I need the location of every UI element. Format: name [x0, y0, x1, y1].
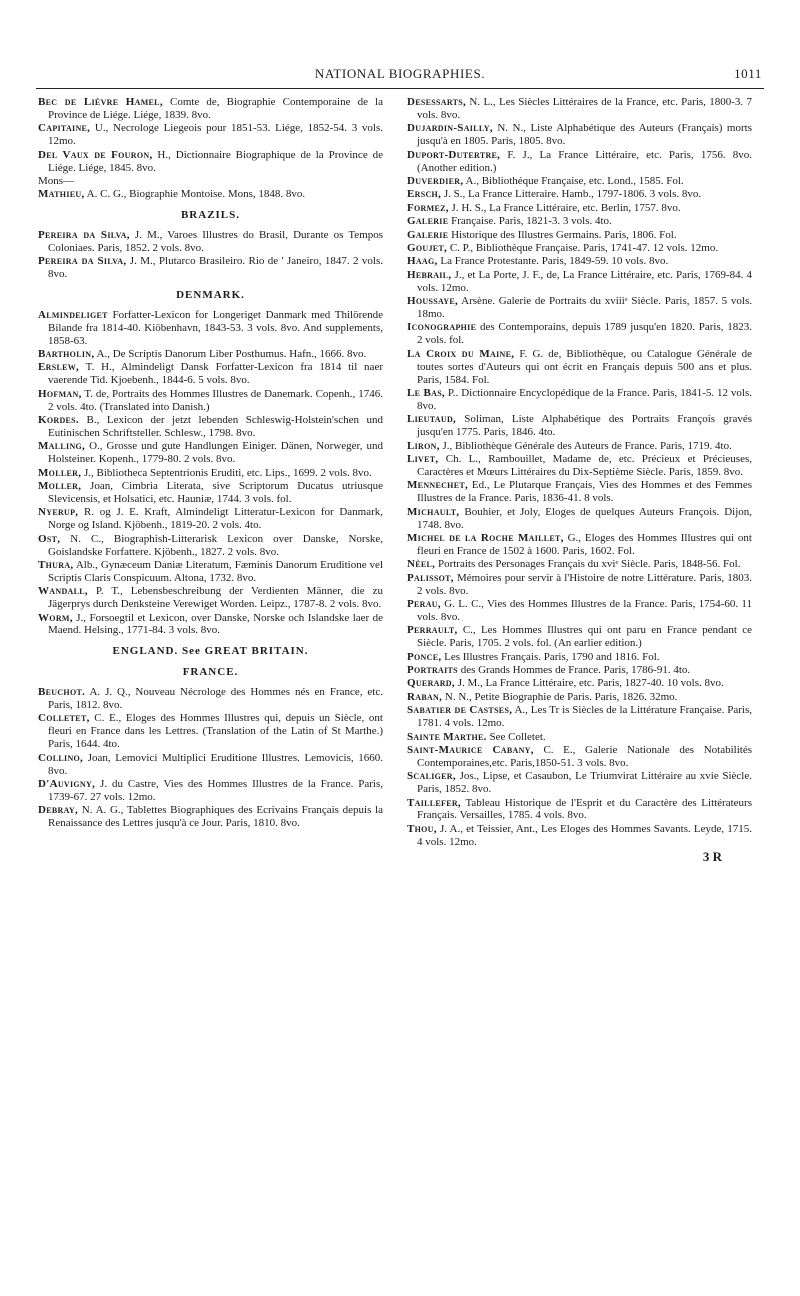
entry-text: Alb., Gynæceum Daniæ Literatum, Fæminis Danorum Eruditione vel Scriptis Claris Conspicuum. Altona, 1732. 8vo.: [48, 558, 383, 584]
entry-text: J. H. S., La France Littéraire, etc. Berlin, 1757. 8vo.: [448, 201, 681, 214]
entry-author: Erslew,: [38, 361, 80, 374]
entry-author: Malling,: [38, 440, 86, 453]
entry-author: Iconographie: [407, 321, 477, 334]
bibliography-entry: [407, 479, 752, 505]
entry-author: Lieutaud,: [407, 413, 457, 426]
entry-author: Perau,: [407, 597, 441, 610]
entry-text: B., Lexicon der jetzt lebenden Schleswig-Holstein'schen und Eutinischen Schriftsteller. Schlesw., 1798. 8vo.: [48, 413, 383, 439]
entry-text: C. E., Galerie Nationale des Notabilités Contemporaines,etc. Paris,1850-51. 3 vols. 8vo.: [417, 743, 752, 769]
bibliography-entry: [38, 309, 383, 348]
entry-author: Houssaye,: [407, 295, 459, 308]
entry-text: Historique des Illustres Germains. Paris, 1806. Fol.: [448, 228, 677, 241]
bibliography-entry: [38, 122, 383, 148]
entry-author: Palissot,: [407, 571, 454, 584]
bibliography-entry: [38, 533, 383, 559]
entry-author: Dujardin-Sailly,: [407, 122, 493, 135]
bibliography-entry: [407, 202, 752, 215]
bibliography-entry: [407, 229, 752, 242]
entry-text: J. M., La France Littéraire, etc. Paris, 1827-40. 10 vols. 8vo.: [454, 677, 724, 690]
bibliography-entry: [407, 387, 752, 413]
bibliography-entry: [38, 559, 383, 585]
entry-author: Perrault,: [407, 624, 458, 637]
right-column-entries: [407, 96, 752, 849]
entry-author: Ersch,: [407, 188, 442, 201]
entry-text: G. L. C., Vies des Hommes Illustres de la France. Paris, 1754-60. 11 vols. 8vo.: [417, 597, 752, 623]
entry-text: J., Forsoegtil et Lexicon, over Danske, Norske och Islandske laer de Maend. Helsing., 1771-84. 3 vols. 8vo.: [48, 611, 383, 637]
entry-author: Almindeliget: [38, 308, 108, 321]
entry-text: G., Eloges des Hommes Illustres qui ont fleuri en France de 1502 à 1600. Paris, 1602. Fol.: [417, 531, 752, 557]
bibliography-entry: [407, 664, 752, 677]
bibliography-entry: [407, 691, 752, 704]
entry-text: Tableau Historique de l'Esprit et du Caractère des Littérateurs Français. Versailles, 1785. 4 vols. 8vo.: [417, 796, 752, 822]
entry-text: N. N., Liste Alphabétique des Auteurs (Français) morts jusqu'à en 1805. Paris, 1805. 8vo.: [417, 122, 752, 148]
entry-text: A., De Scriptis Danorum Liber Posthumus. Hafn., 1666. 8vo.: [94, 347, 367, 360]
entry-author: Collino,: [38, 751, 84, 764]
entry-text: C., Les Hommes Illustres qui ont paru en France pendant ce Siècle. Paris, 1705. 2 vols. fol. (An earlier edition.): [417, 624, 752, 650]
entry-author: Querard,: [407, 677, 455, 690]
entry-text: C. P., Bibliothèque Française. Paris, 1741-47. 12 vols. 12mo.: [447, 241, 719, 254]
entry-text: A. C. G., Biographie Montoise. Mons, 1848. 8vo.: [84, 187, 306, 200]
bibliography-entry: [407, 677, 752, 690]
bibliography-entry: [38, 361, 383, 387]
bibliography-entry: [407, 215, 752, 228]
entry-text: T. de, Portraits des Hommes Illustres de Danemark. Copenh., 1746. 2 vols. 4to. (Translated into Danish.): [48, 387, 383, 413]
entry-author: Hebrail,: [407, 268, 452, 281]
entry-author: Thou,: [407, 822, 437, 835]
entry-text: C. E., Eloges des Hommes Illustres qui, depuis un Siècle, ont fleuri en France dans les Lettres. (Translation of the Latin of St Marthe.) Paris, 1644. 4to.: [48, 712, 383, 751]
bibliography-entry: [407, 532, 752, 558]
bibliography-entry: [407, 413, 752, 439]
entry-author: Portraits: [407, 663, 458, 676]
bibliography-entry: [407, 797, 752, 823]
bibliography-entry: [407, 744, 752, 770]
subsection-label: Mons—: [38, 174, 75, 187]
entry-author: Nyerup,: [38, 506, 79, 519]
bibliography-entry: [38, 149, 383, 175]
bibliography-entry: [38, 804, 383, 830]
signature-mark: 3 R: [702, 848, 722, 864]
entry-author: Del Vaux de Fouron,: [38, 148, 153, 161]
bibliography-entry: [407, 572, 752, 598]
entry-author: Pereira da Silva,: [38, 228, 130, 241]
page-number: 1011: [734, 66, 762, 81]
entry-author: Capitaine,: [38, 122, 91, 135]
bibliography-entry: [407, 295, 752, 321]
entry-text: des Contemporains, depuis 1789 jusqu'en 1820. Paris, 1823. 2 vols. fol.: [417, 321, 752, 347]
entry-author: Moller,: [38, 466, 82, 479]
entry-text: La France Protestante. Paris, 1849-59. 10 vols. 8vo.: [437, 255, 669, 268]
entry-text: N. N., Petite Biographie de Paris. Paris, 1826. 32mo.: [442, 690, 678, 703]
entry-author: Desessarts,: [407, 96, 467, 108]
entry-text: F. J., La France Littéraire, etc. Paris, 1756. 8vo. (Another edition.): [417, 148, 752, 174]
bibliography-entry: [38, 255, 383, 281]
entry-text: J. du Castre, Vies des Hommes Illustres de la France. Paris, 1739-67. 27 vols. 12mo.: [48, 778, 383, 803]
bibliography-entry: [407, 770, 752, 796]
entry-author: Formez,: [407, 201, 449, 214]
bibliography-entry: [407, 598, 752, 624]
bibliography-entry: [38, 712, 383, 751]
entry-text: A., Les Tr is Siècles de la Littérature Française. Paris, 1781. 4 vols. 12mo.: [417, 704, 752, 730]
entry-author: Ponce,: [407, 650, 442, 663]
bibliography-entry: [407, 149, 752, 175]
entry-author: Haag,: [407, 255, 438, 268]
bibliography-entry: [407, 255, 752, 268]
entry-author: Nèel,: [407, 558, 436, 571]
entry-text: Française. Paris, 1821-3. 3 vols. 4to.: [448, 215, 612, 228]
entry-text: J. S., La France Litteraire. Hamb., 1797-1806. 3 vols. 8vo.: [441, 188, 702, 201]
entry-text: P.. Dictionnaire Encyclopédique de la France. Paris, 1841-5. 12 vols. 8vo.: [417, 386, 752, 412]
entry-author: Pereira da Silva,: [38, 254, 127, 267]
bibliography-entry: [38, 752, 383, 778]
page-header: [36, 66, 764, 86]
entry-text: Ch. L., Rambouillet, Madame de, etc. Précieux et Précieuses, Caractères et Mœurs Littéraires du Dix-Septième Siècle. Paris, 1859. 8vo.: [417, 452, 752, 478]
entry-text: N. A. G., Tablettes Biographiques des Ecrivains Français depuis la Renaissance des Lettres jusqu'à ce Jour. Paris, 1810. 8vo.: [48, 804, 383, 830]
right-column: [407, 96, 752, 864]
entry-author: Wandall,: [38, 585, 88, 598]
running-title: NATIONAL BIOGRAPHIES.: [314, 66, 486, 81]
entry-text: Joan, Cimbria Literata, sive Scriptorum Ducatus utriusque Slevicensis, et Holsatici, etc. Hauniæ, 1744. 3 vols. fol.: [48, 479, 383, 505]
bibliography-entry: [38, 414, 383, 440]
bibliography-entry: [407, 731, 752, 744]
bibliography-entry: [407, 269, 752, 295]
entry-author: D'Auvigny,: [38, 778, 96, 790]
entry-author: Le Bas,: [407, 386, 445, 399]
entry-text: Mémoires pour servir à l'Histoire de notre Littérature. Paris, 1803. 2 vols. 8vo.: [417, 571, 752, 597]
entry-author: Colletet,: [38, 712, 90, 725]
bibliography-entry: [38, 467, 383, 480]
entry-text: N. C., Biographish-Litterarisk Lexicon over Danske, Norske, Goislandske Forfattere. Kjöbenh., 1827. 2 vols. 8vo.: [48, 532, 383, 558]
entry-text: R. og J. E. Kraft, Almindeligt Litteratur-Lexicon for Danmark, Norge og Island. Kjöbenh., 1819-20. 2 vols. 4to.: [48, 506, 383, 532]
entry-author: Ost,: [38, 532, 61, 545]
entry-text: J. M., Plutarco Brasileiro. Rio de ' Janeiro, 1847. 2 vols. 8vo.: [48, 254, 383, 280]
entry-text: des Grands Hommes de France. Paris, 1786-91. 4to.: [457, 663, 691, 676]
entry-text: Portraits des Personages Français du xviᵉ Siècle. Paris, 1848-56. Fol.: [435, 558, 741, 571]
entry-author: Livet,: [407, 452, 439, 465]
bibliography-entry: [407, 175, 752, 188]
entry-author: Mathieu,: [38, 187, 85, 200]
entry-author: Thura,: [38, 558, 74, 571]
entry-text: Les Illustres Français. Paris, 1790 and 1816. Fol.: [441, 650, 660, 663]
entry-author: Bartholin,: [38, 347, 95, 360]
entry-author: Taillefer,: [407, 796, 461, 809]
bibliography-entry: [407, 704, 752, 730]
entry-text: Jos., Lipse, et Casaubon, Le Triumvirat Littéraire au xvie Siècle. Paris, 1852. 8vo.: [417, 770, 752, 796]
bibliography-entry: [407, 823, 752, 849]
bibliography-entry: [407, 96, 752, 122]
bibliography-entry: [407, 122, 752, 148]
entry-text: O., Grosse und gute Handlungen Einiger. Dänen, Norweger, und Holsteiner. Kopenh., 1779-80. 2 vols. 8vo.: [48, 440, 383, 466]
bibliography-entry: [38, 388, 383, 414]
section-heading: DENMARK.: [176, 288, 245, 301]
entry-text: Arsène. Galerie de Portraits du xviiiᵉ Siècle. Paris, 1857. 5 vols. 18mo.: [417, 295, 752, 320]
bibliography-entry: [38, 686, 383, 712]
entry-text: T. H., Almindeligt Dansk Forfatter-Lexicon fra 1814 til naer vaerende Tid. Kjoebenh., 1844-6. 5 vols. 8vo.: [48, 361, 383, 387]
bibliography-entry: [407, 242, 752, 255]
entry-text: Comte de, Biographie Contemporaine de la Province de Liége. Liége, 1839. 8vo.: [48, 96, 383, 121]
bibliography-entry: [38, 188, 383, 201]
bibliography-entry: [38, 229, 383, 255]
entry-text: A. J. Q., Nouveau Nécrologe des Hommes nés en France, etc. Paris, 1812. 8vo.: [48, 686, 383, 712]
bibliography-entry: [407, 188, 752, 201]
entry-author: Raban,: [407, 690, 443, 703]
entry-author: Sainte Marthe.: [407, 730, 487, 743]
bibliography-entry: [38, 440, 383, 466]
entry-author: Moller,: [38, 479, 82, 492]
entry-author: Worm,: [38, 611, 73, 624]
entry-author: Goujet,: [407, 241, 448, 254]
entry-author: Duverdier,: [407, 174, 464, 187]
bibliography-entry: [38, 506, 383, 532]
entry-author: Galerie: [407, 215, 449, 228]
bibliography-entry: [407, 453, 752, 479]
bibliography-entry: [407, 348, 752, 387]
bibliography-entry: [38, 612, 383, 638]
section-heading: FRANCE.: [182, 666, 239, 679]
entry-author: Saint-Maurice Cabany,: [407, 743, 534, 756]
section-heading: ENGLAND. See GREAT BRITAIN.: [112, 645, 309, 658]
entry-text: Joan, Lemovici Multiplici Eruditione Illustres. Lemovicis, 1660. 8vo.: [48, 751, 383, 777]
entry-text: Forfatter-Lexicon for Longeriget Danmark med Thilörende Bilande fra 1814-40. Kiöbenhavn, 1843-53. 3 vols. 8vo. And supplements, 1858-63.: [48, 308, 383, 347]
bibliography-entry: [38, 348, 383, 361]
left-column: [38, 96, 383, 831]
entry-author: Bec de Lièvre Hamel,: [38, 96, 163, 108]
bibliography-entry: [407, 321, 752, 347]
entry-text: H., Dictionnaire Biographique de la Province de Liége. Liége, 1845. 8vo.: [48, 148, 383, 174]
entry-text: P. T., Lebensbeschreibung der Verdienten Männer, die zu Jägerprys durch Denksteine Verewiget Worden. Leipz., 1787-8. 2 vols. 8vo.: [48, 585, 383, 611]
entry-author: Liron,: [407, 439, 440, 452]
entry-text: Ed., Le Plutarque Français, Vies des Hommes et des Femmes Illustres de la France. Paris, 1836-41. 8 vols.: [417, 479, 752, 505]
entry-author: Michel de la Roche Maillet,: [407, 531, 564, 544]
entry-author: Debray,: [38, 804, 79, 817]
entry-text: J. M., Varoes Illustres do Brasil, Durante os Tempos Coloniaes. Paris, 1852. 2 vols. 8vo.: [48, 228, 383, 254]
entry-author: Kordes.: [38, 413, 79, 426]
entry-author: Galerie: [407, 228, 449, 241]
bibliography-entry: [38, 96, 383, 122]
entry-author: Hofman,: [38, 387, 82, 400]
entry-text: F. G. de, Bibliothèque, ou Catalogue Générale de toutes sortes d'Auteurs qui ont écrit en Français depuis 500 ans et plus. Paris, 1584. Fol.: [417, 347, 753, 386]
bibliography-entry: [407, 440, 752, 453]
entry-author: Sabatier de Castses,: [407, 704, 513, 717]
entry-text: See Colletet.: [486, 730, 546, 743]
entry-author: Beuchot.: [38, 686, 86, 699]
bibliography-entry: [407, 558, 752, 571]
entry-text: Soliman, Liste Alphabétique des Portraits François gravés jusqu'en 1775. Paris, 1846. 4to.: [417, 413, 752, 439]
entry-text: J., Bibliothèque Générale des Auteurs de France. Paris, 1719. 4to.: [439, 439, 732, 452]
entry-author: Michault,: [407, 505, 460, 518]
entry-text: J. A., et Teissier, Ant., Les Eloges des Hommes Savants. Leyde, 1715. 4 vols. 12mo.: [417, 822, 752, 848]
bibliography-entry: [38, 585, 383, 611]
entry-author: La Croix du Maine,: [407, 347, 515, 360]
bibliography-entry: [38, 480, 383, 506]
entry-text: J., et La Porte, J. F., de, La France Littéraire, etc. Paris, 1769-84. 4 vols. 12mo.: [417, 268, 752, 294]
entry-text: J., Bibliotheca Septentrionis Eruditi, etc. Lips., 1699. 2 vols. 8vo.: [81, 466, 372, 479]
bibliography-entry: [407, 651, 752, 664]
entry-text: A., Bibliothéque Française, etc. Lond., 1585. Fol.: [463, 174, 684, 187]
header-rule: [36, 88, 764, 89]
entry-author: Scaliger,: [407, 770, 456, 783]
bibliography-entry: [38, 778, 383, 804]
section-heading: BRAZILS.: [180, 208, 241, 221]
bibliography-entry: [407, 624, 752, 650]
entry-text: Bouhier, et Joly, Eloges de quelques Auteurs François. Dijon, 1748. 8vo.: [417, 505, 752, 531]
entry-author: Mennechet,: [407, 479, 469, 492]
entry-text: U., Necrologe Liegeois pour 1851-53. Liége, 1852-54. 3 vols. 12mo.: [48, 122, 383, 148]
entry-author: Duport-Dutertre,: [407, 148, 501, 161]
bibliography-entry: [407, 506, 752, 532]
entry-text: N. L., Les Siècles Littéraires de la France, etc. Paris, 1800-3. 7 vols. 8vo.: [417, 96, 752, 121]
